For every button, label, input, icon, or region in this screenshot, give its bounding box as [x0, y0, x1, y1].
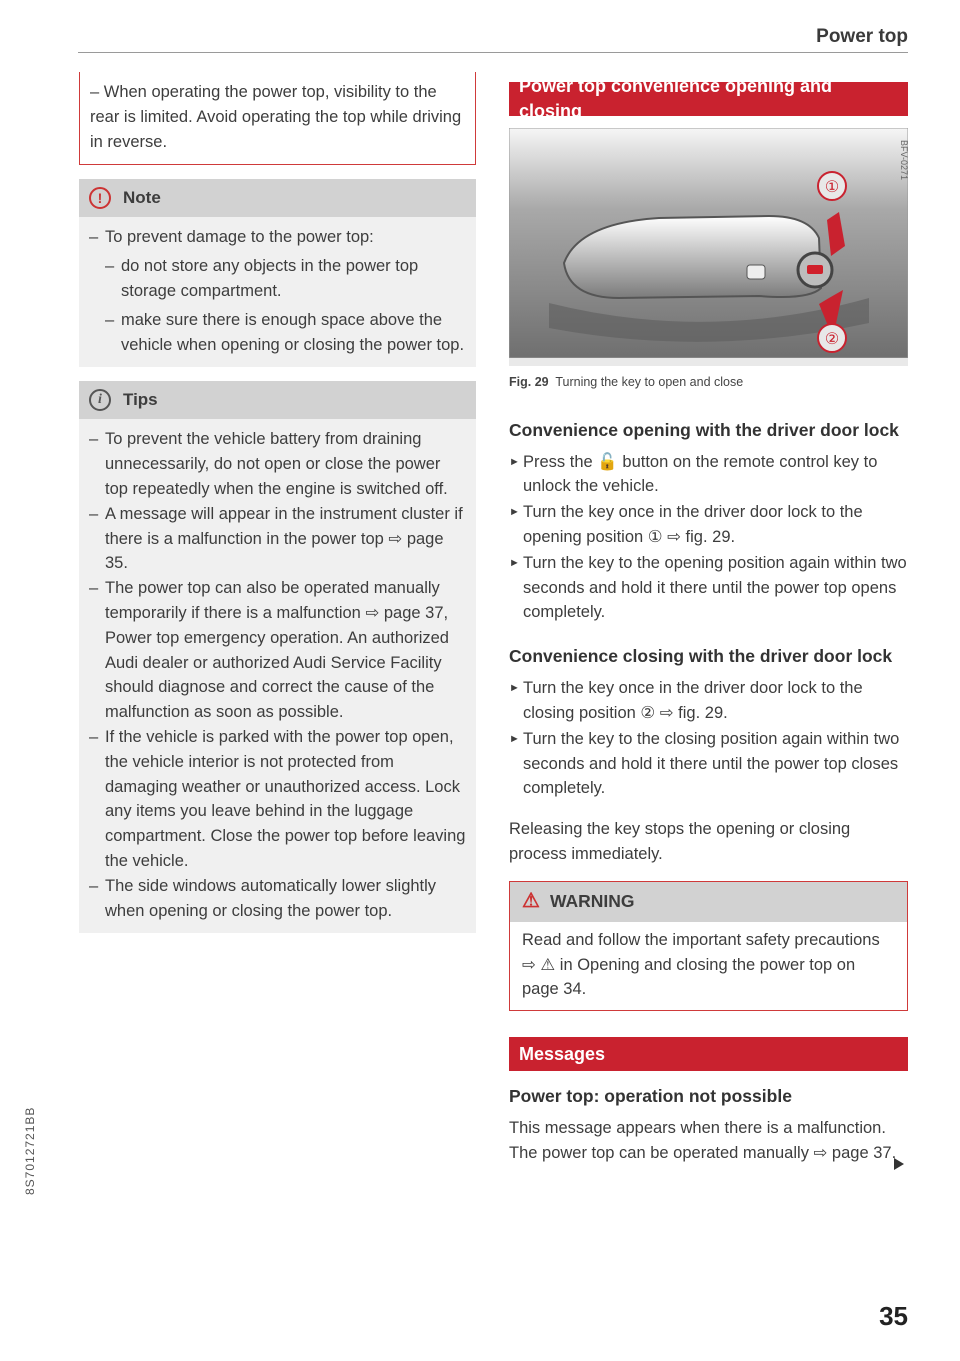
- warning-continuation-box: [79, 72, 476, 165]
- left-column: [79, 72, 476, 933]
- tip-item: The side windows automatically lower slightly when opening or closing the power top.: [105, 876, 437, 920]
- figure-code: BFV-0271: [899, 140, 908, 181]
- open-step: Press the 🔓 button on the remote control key to unlock the vehicle.: [523, 452, 878, 496]
- figure-label: Fig. 29: [509, 374, 549, 389]
- note-intro: To prevent damage to the power top:: [105, 228, 374, 247]
- info-icon: i: [89, 389, 111, 411]
- tips-header: [79, 381, 476, 419]
- warning-body: [509, 922, 908, 1011]
- marker-2: ②: [824, 331, 840, 348]
- tip-item: The power top can also be operated manually temporarily if there is a malfunction ⇨ page 37, Power top emergency operation. An authorized Audi dealer or authorized Audi Service Facility should diagnose and correct the cause of the malfunction as soon as possible.: [105, 579, 449, 722]
- open-step: Turn the key once in the driver door lock to the opening position ① ⇨ fig. 29.: [523, 503, 863, 546]
- warning-continuation-text: – When operating the power top, visibility to the rear is limited. Avoid operating the top while driving in reverse.: [90, 83, 462, 151]
- tips-body: – To prevent the vehicle battery from draining unnecessarily, do not open or close the power top repeatedly when the engine is switched off. – A message will appear in the instrument cluster if there is a malfunction in the power top ⇨ page 35. – The power top can also be operated manually temporarily if there is a malfunction ⇨ page 37, Power top emergency operation. An authorized Audi dealer or authorized Audi Service Facility should diagnose and correct the cause of the malfunction as soon as possible. – If the vehicle is parked with the power top open, the vehicle interior is not protected from damaging weather or unauthorized access. Lock any items you leave behind in the luggage compartment. Close the power top before leaving the vehicle. – The side windows automatically lower slightly when opening or closing the power top.: [79, 419, 476, 933]
- warning-title: WARNING: [549, 891, 635, 912]
- warning-triangle-icon: ⚠: [522, 890, 540, 913]
- warning-header: [509, 881, 908, 922]
- tip-item: If the vehicle is parked with the power top open, the vehicle interior is not protected from damaging weather or unauthorized access. Lock any items you leave behind in the luggage compartment. Close the power top before leaving the vehicle.: [105, 727, 466, 870]
- close-heading: Convenience closing with the driver door lock: [509, 646, 893, 667]
- close-step: Turn the key once in the driver door lock to the closing position ② ⇨ fig. 29.: [523, 679, 863, 722]
- note-title: Note: [123, 187, 161, 207]
- marker-1: ①: [824, 179, 840, 196]
- note-body: – To prevent damage to the power top: – do not store any objects in the power top storage compartment. – make sure there is enough space above the vehicle when opening or closing the power top.: [79, 217, 476, 367]
- page-number: 35: [879, 1301, 908, 1331]
- figure-caption-text: Turning the key to open and close: [555, 374, 744, 389]
- open-heading: Convenience opening with the driver door lock: [509, 419, 899, 440]
- header-rule: [78, 52, 908, 53]
- exclamation-icon: !: [89, 187, 111, 209]
- figure-caption: [509, 366, 908, 399]
- tip-item: A message will appear in the instrument cluster if there is a malfunction in the power top ⇨ page 35.: [105, 504, 463, 573]
- messages-text: This message appears when there is a malfunction. The power top can be operated manually ⇨ page 37.: [509, 1119, 897, 1162]
- open-step: Turn the key to the opening position again within two seconds and hold it there until the power top opens completely.: [523, 553, 907, 622]
- door-handle-illustration: [509, 128, 908, 358]
- note-header: [79, 179, 476, 217]
- continue-arrow-icon: [894, 1158, 904, 1170]
- door-handle: [564, 216, 821, 298]
- warning-text: Read and follow the important safety precautions ⇨ ⚠ in Opening and closing the power top on page 34.: [522, 930, 880, 999]
- messages-title-bar: Messages: [509, 1037, 908, 1071]
- close-step: Turn the key to the closing position again within two seconds and hold it there until the power top closes completely.: [523, 729, 900, 798]
- side-code: 8S7012721BB: [23, 1106, 37, 1195]
- release-text: Releasing the key stops the opening or closing process immediately.: [509, 820, 851, 863]
- note-item: do not store any objects in the power top storage compartment.: [121, 257, 419, 300]
- section-title-bar: Power top convenience opening and closing: [509, 82, 908, 116]
- note-item: make sure there is enough space above the vehicle when opening or closing the power top.: [121, 310, 465, 354]
- tip-item: To prevent the vehicle battery from draining unnecessarily, do not open or close the power top repeatedly when the engine is switched off.: [105, 430, 448, 498]
- messages-subheading: Power top: operation not possible: [509, 1086, 792, 1107]
- section-header: Power top: [816, 26, 908, 47]
- figure: [509, 128, 908, 399]
- right-column: Power top convenience opening and closing ① ② BFV-0271 Fig. 29 Turning the key to open and close Convenience opening with the driver door lock ► Press the 🔓 button on the remote control key to unlock the vehicle. ► Turn the key once in the driver door lock to the opening position ① ⇨ fig. 29. ► Turn the key to the opening position again within two seconds and hold it there until the power top opens completely. Convenience closing with the driver door lock ► Turn the key once in the driver door lock to the closing position ② ⇨ fig. 29. ► Turn the key to the closing position again within two seconds and hold it there until the power top closes completely. Releasing the key stops the opening or closing process immediately. ⚠ WARNING Read and follow the important safety precautions ⇨ ⚠ in Opening and closing the power top on page 34. Messages Power top: operation not possible This message appears when there is a malfunction. The power top can be operated manually ⇨ page 37.: [509, 72, 908, 1166]
- tips-title: Tips: [123, 389, 158, 409]
